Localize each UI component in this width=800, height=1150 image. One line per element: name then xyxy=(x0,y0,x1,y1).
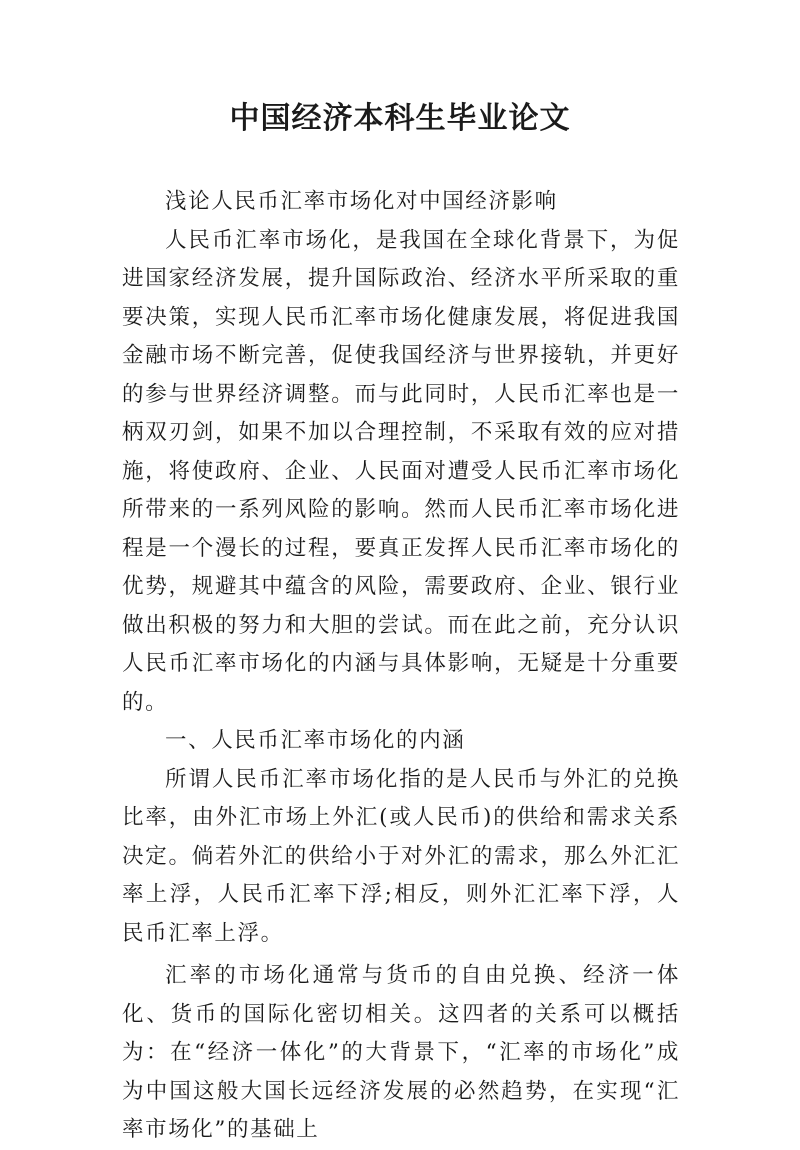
subtitle-paragraph: 浅论人民币汇率市场化对中国经济影响 xyxy=(165,189,558,214)
body-paragraph: 所谓人民币汇率市场化指的是人民币与外汇的兑换比率，由外汇市场上外汇(或人民币)的供给和需求关系决定。倘若外汇的供给小于对外汇的需求，那么外汇汇率上浮，人民币汇率下浮;相反，则外汇汇率下浮，人民币汇率上浮。 xyxy=(122,766,680,946)
document-title: 中国经济本科生毕业论文 xyxy=(229,101,571,136)
body-paragraph: 汇率的市场化通常与货币的自由兑换、经济一体化、货币的国际化密切相关。这四者的关系可以概括为：在“经济一体化”的大背景下，“汇率的市场化”成为中国这般大国长远经济发展的必然趋势，在实现“汇率市场化”的基础上 xyxy=(122,963,680,1142)
body-paragraph: 人民币汇率市场化，是我国在全球化背景下，为促进国家经济发展，提升国际政治、经济水平所采取的重要决策，实现人民币汇率市场化健康发展，将促进我国金融市场不断完善，促使我国经济与世界接轨，并更好的参与世界经济调整。而与此同时，人民币汇率也是一柄双刃剑，如果不加以合理控制，不采取有效的应对措施，将使政府、企业、人民面对遭受人民币汇率市场化所带来的一系列风险的影响。然而人民币汇率市场化进程是一个漫长的过程，要真正发挥人民币汇率市场化的优势，规避其中蕴含的风险，需要政府、企业、银行业做出积极的努力和大胆的尝试。而在此之前，充分认识人民币汇率市场化的内涵与具体影响，无疑是十分重要的。 xyxy=(122,227,680,715)
section-heading: 一、人民币汇率市场化的内涵 xyxy=(165,728,466,753)
document-body xyxy=(122,183,680,1150)
